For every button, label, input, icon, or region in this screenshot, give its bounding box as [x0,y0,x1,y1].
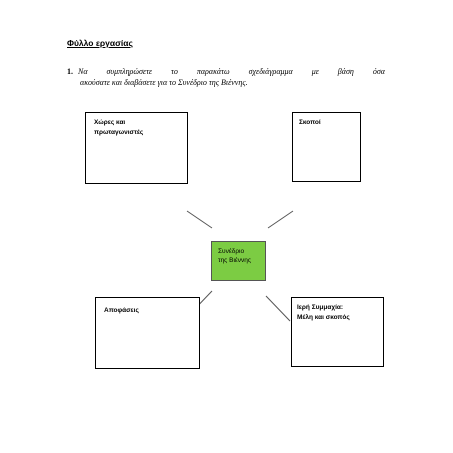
instruction-line-2: ακούσατε και διαβάσετε για το Συνέδριο της Βιέννης. [80,78,248,87]
box-holy-alliance[interactable] [291,297,384,367]
connector-top-left [187,211,212,228]
instruction-paragraph [67,66,385,88]
box-countries-label-line-1: Χώρες και [94,119,126,126]
box-goals[interactable] [292,112,361,182]
box-decisions[interactable] [95,297,200,369]
connector-bottom-right [266,296,290,321]
center-node-line-2: της Βιέννης [218,257,252,264]
worksheet-title: Φύλλο εργασίας [67,38,133,48]
connector-top-right [268,211,293,228]
box-holy-alliance-label-line-2: Μέλη και σκοπός [297,314,350,321]
instruction-line-1 [67,66,385,77]
instruction-line-1-text: Να συμπληρώσετε το παρακάτω σχεδιάγραμμα με βάση όσα [78,67,385,76]
center-node-congress-of-vienna [211,241,266,281]
box-countries-and-protagonists[interactable] [85,112,188,184]
instruction-number: 1. [67,67,73,76]
center-node-line-1: Συνέδριο [218,248,245,255]
box-holy-alliance-label-line-1: Ιερή Συμμαχία: [297,304,344,311]
box-countries-label-line-2: πρωταγωνιστές [94,129,144,136]
box-decisions-label: Αποφάσεις [104,307,139,314]
box-goals-label: Σκοποί [299,119,321,126]
